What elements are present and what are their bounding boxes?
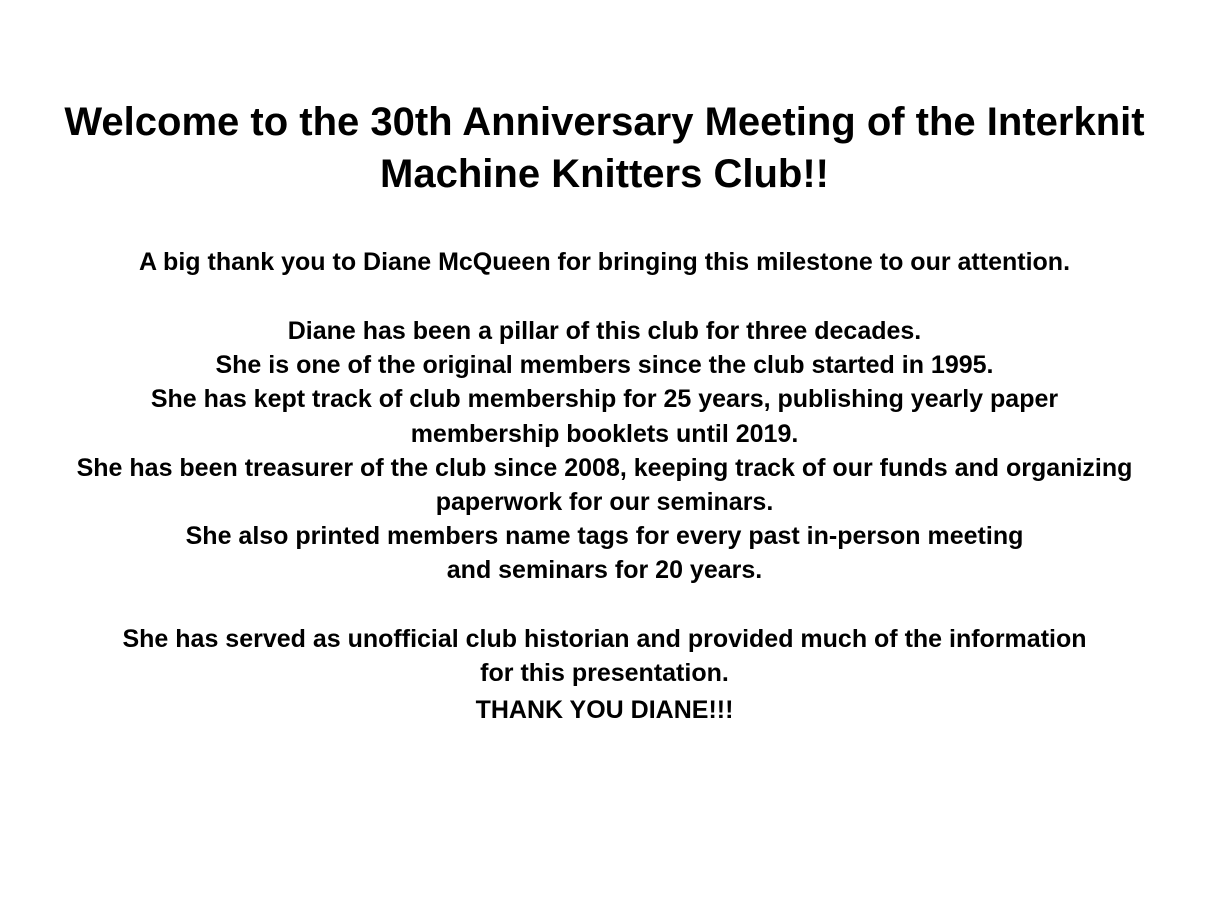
slide-title-line: Machine Knitters Club!! [380,152,829,196]
historian-line: She has served as unofficial club historian and provided much of the information [122,625,1087,653]
biography-line: She has kept track of club membership for 25 years, publishing yearly paper [150,385,1059,414]
closing-thank-you: THANK YOU DIANE!!! [475,696,734,725]
biography-line: paperwork for our seminars. [435,488,774,517]
biography-line: She has been treasurer of the club since 2008, keeping track of our funds and organizing [76,453,1133,482]
historian-paragraph [0,622,1209,730]
biography-line: and seminars for 20 years. [446,556,763,585]
slide-title-line: Welcome to the 30th Anniversary Meeting of the Interknit [64,100,1145,144]
biography-paragraph [0,314,1209,588]
slide-title [0,96,1209,200]
thank-you-paragraph [0,245,1209,279]
biography-line: membership booklets until 2019. [410,419,799,448]
historian-line: for this presentation. [480,659,729,688]
biography-line: She also printed members name tags for every past in-person meeting [185,522,1024,551]
biography-line: Diane has been a pillar of this club for three decades. [287,317,922,345]
biography-line: She is one of the original members since the club started in 1995. [215,351,994,380]
thank-you-line: A big thank you to Diane McQueen for bringing this milestone to our attention. [138,248,1071,276]
